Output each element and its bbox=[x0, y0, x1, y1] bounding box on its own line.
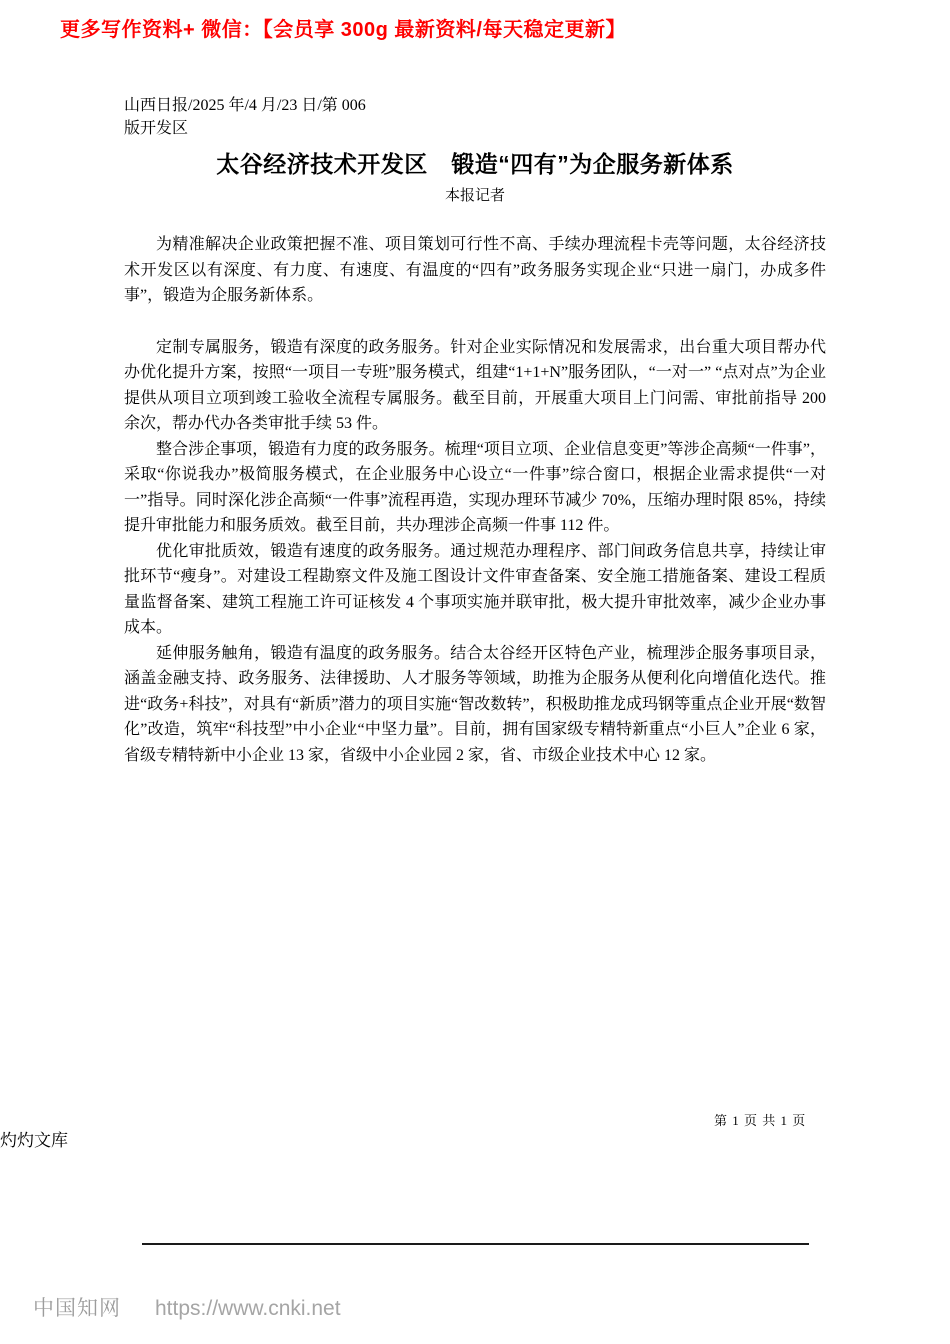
article-source-line1: 山西日报/2025 年/4 月/23 日/第 006 bbox=[124, 97, 366, 114]
article-paragraph: 优化审批质效，锻造有速度的政务服务。通过规范办理程序、部门间政务信息共享，持续让审批环节“瘦身”。对建设工程勘察文件及施工图设计文件审查备案、安全施工措施备案、建设工程质量监督备案、建筑工程施工许可证核发 4 个事项实施并联审批，极大提升审批效率，减少企业办事成本。 bbox=[124, 542, 826, 636]
cnki-footer bbox=[33, 1292, 341, 1322]
article-source-line2: 版开发区 bbox=[124, 120, 189, 137]
article-paragraph: 整合涉企事项，锻造有力度的政务服务。梳理“项目立项、企业信息变更”等涉企高频“一件事”，采取“你说我办”极简服务模式，在企业服务中心设立“一件事”综合窗口，根据企业需求提供“一对一”指导。同时深化涉企高频“一件事”流程再造，实现办理环节减少 70%，压缩办理时限 85%，持续提升审批能力和服务质效。截至目前，共办理涉企高频一件事 112 件。 bbox=[124, 440, 826, 534]
article-byline: 本报记者 bbox=[444, 188, 505, 204]
library-watermark: 灼灼文库 bbox=[0, 1131, 68, 1150]
cnki-url: https://www.cnki.net bbox=[155, 1297, 341, 1320]
footer-divider bbox=[142, 1243, 809, 1245]
article-paragraph: 延伸服务触角，锻造有温度的政务服务。结合太谷经开区特色产业，梳理涉企服务事项目录，涵盖金融支持、政务服务、法律援助、人才服务等领域，助推为企服务从便利化向增值化迭代。推进“政务+科技”，对具有“新质”潜力的项目实施“智改数转”，积极助推龙成玛钢等重点企业开展“数智化”改造，筑牢“科技型”中小企业“中坚力量”。目前，拥有国家级专精特新重点“小巨人”企业 6 家，省级专精特新中小企业 13 家，省级中小企业园 2 家，省、市级企业技术中心 12 家。 bbox=[124, 644, 826, 764]
article-body bbox=[124, 232, 826, 768]
article-title: 太谷经济技术开发区 锻造“四有”为企服务新体系 bbox=[216, 151, 734, 177]
article-paragraph: 定制专属服务，锻造有深度的政务服务。针对企业实际情况和发展需求，出台重大项目帮办代办优化提升方案，按照“一项目一专班”服务模式，组建“1+1+N”服务团队，“一对一” “点对点”为企业提供从项目立项到竣工验收全流程专属服务。截至目前，开展重大项目上门问需、审批前指导 200 余次，帮办代办各类审批手续 53 件。 bbox=[124, 338, 826, 432]
promo-banner-text: 更多写作资料+ 微信：【会员享 300g 最新资料/每天稳定更新】 bbox=[60, 19, 626, 41]
article bbox=[124, 94, 826, 768]
article-paragraph: 为精准解决企业政策把握不准、项目策划可行性不高、手续办理流程卡壳等问题，太谷经济技术开发区以有深度、有力度、有速度、有温度的“四有”政务服务实现企业“只进一扇门，办成多件事”，锻造为企服务新体系。 bbox=[124, 236, 826, 304]
cnki-logo-text: 中国知网 bbox=[33, 1297, 121, 1320]
page-indicator: 第 1 页 共 1 页 bbox=[714, 1113, 807, 1128]
